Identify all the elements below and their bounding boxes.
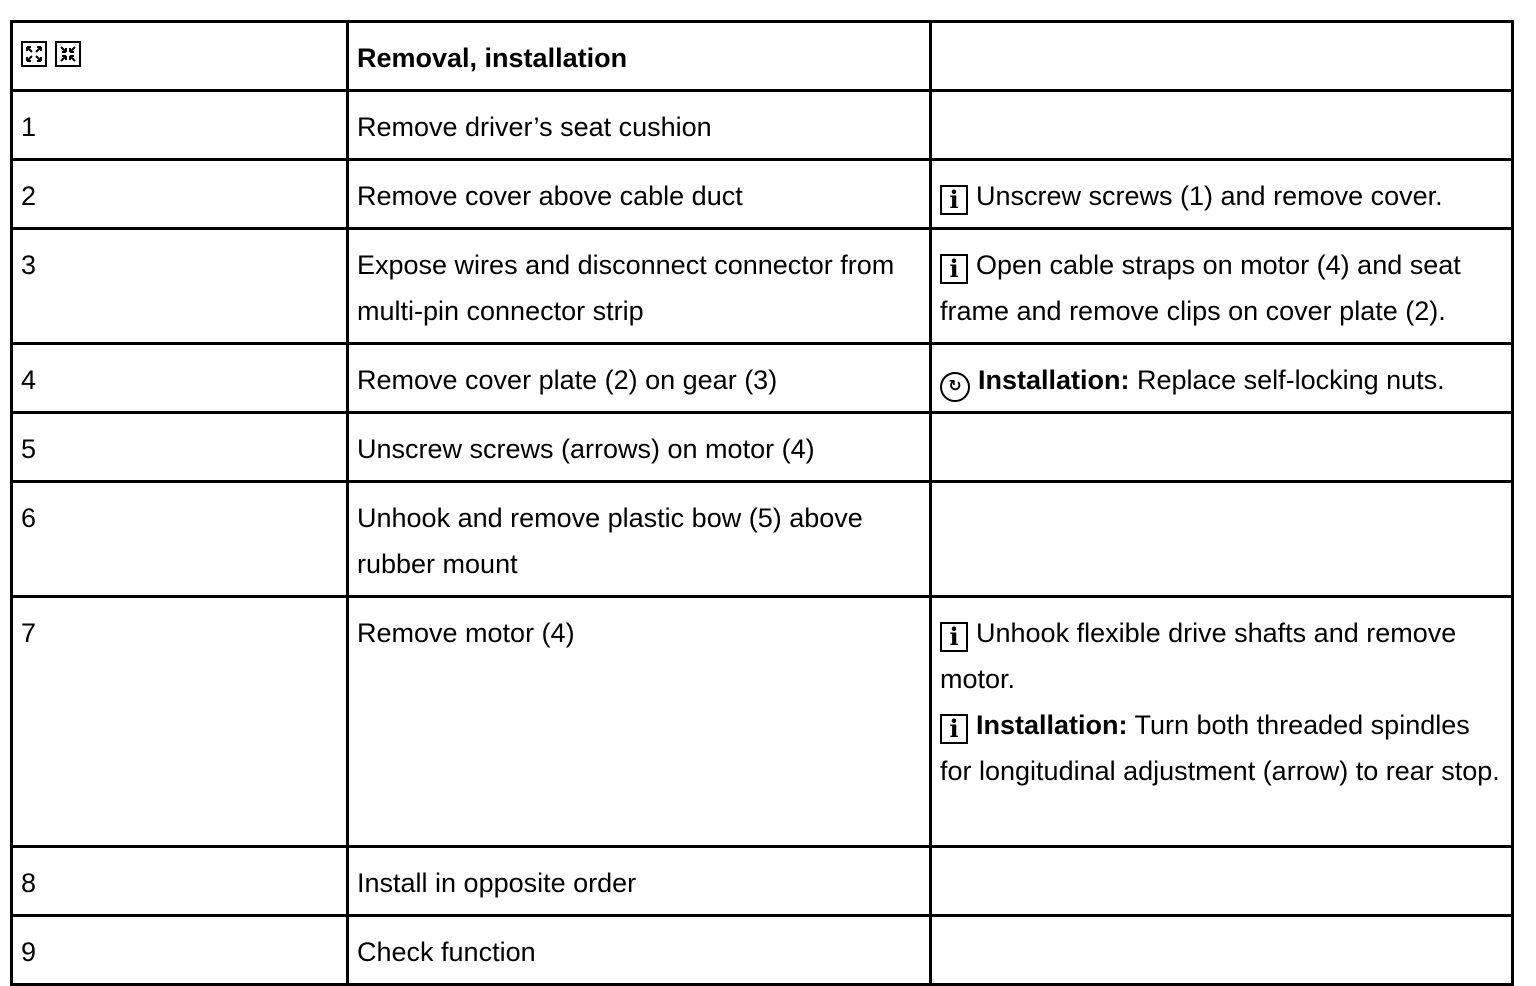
step-note: [931, 916, 1513, 985]
info-icon: i: [940, 185, 968, 215]
step-number: 4: [12, 344, 348, 413]
step-number: 9: [12, 916, 348, 985]
note-line: [940, 610, 1503, 702]
step-number: 5: [12, 413, 348, 482]
table-row: [12, 413, 1513, 482]
note-lead: Installation:: [978, 365, 1130, 395]
step-number: 8: [12, 847, 348, 916]
note-text: Unscrew screws (1) and remove cover.: [976, 181, 1443, 211]
step-description: Unhook and remove plastic bow (5) above rubber mount: [348, 482, 931, 597]
table-row: [12, 916, 1513, 985]
step-note: [931, 344, 1513, 413]
step-note: [931, 597, 1513, 847]
step-note: [931, 482, 1513, 597]
table-row: [12, 482, 1513, 597]
table-row: [12, 597, 1513, 847]
table-row: [12, 847, 1513, 916]
info-icon: i: [940, 714, 968, 744]
step-description: Check function: [348, 916, 931, 985]
removal-icon: [21, 41, 47, 67]
torque-icon: ↻: [940, 372, 970, 402]
step-description: Expose wires and disconnect connector from multi-pin connector strip: [348, 229, 931, 344]
step-description: Remove motor (4): [348, 597, 931, 847]
header-icons-cell: [12, 22, 348, 91]
step-description: Remove cover plate (2) on gear (3): [348, 344, 931, 413]
note-text: Replace self-locking nuts.: [1129, 365, 1445, 395]
header-icons: [21, 41, 81, 67]
installation-icon: [55, 41, 81, 67]
note-lead: Installation:: [976, 710, 1128, 740]
table-row: [12, 229, 1513, 344]
info-icon: i: [940, 622, 968, 652]
step-note: [931, 160, 1513, 229]
step-description: Remove cover above cable duct: [348, 160, 931, 229]
info-icon: i: [940, 254, 968, 284]
step-note: [931, 91, 1513, 160]
table-row: [12, 91, 1513, 160]
header-note: [931, 22, 1513, 91]
step-description: Unscrew screws (arrows) on motor (4): [348, 413, 931, 482]
note-line: [940, 173, 1503, 219]
step-number: 3: [12, 229, 348, 344]
step-note: [931, 229, 1513, 344]
step-description: Install in opposite order: [348, 847, 931, 916]
procedure-table: [10, 20, 1514, 986]
step-number: 6: [12, 482, 348, 597]
note-line: [940, 242, 1503, 334]
step-number: 2: [12, 160, 348, 229]
note-text: Turn both threaded spindles for longitudinal adjustment (arrow) to rear stop.: [940, 710, 1500, 786]
note-text: Unhook flexible drive shafts and remove motor.: [940, 618, 1457, 694]
header-title: Removal, installation: [348, 22, 931, 91]
step-note: [931, 413, 1513, 482]
table-row: [12, 160, 1513, 229]
table-row: [12, 344, 1513, 413]
step-description: Remove driver’s seat cushion: [348, 91, 931, 160]
note-text: Open cable straps on motor (4) and seat frame and remove clips on cover plate (2).: [940, 250, 1461, 326]
step-number: 1: [12, 91, 348, 160]
note-line: [940, 702, 1503, 794]
step-number: 7: [12, 597, 348, 847]
table-header-row: [12, 22, 1513, 91]
note-line: [940, 357, 1503, 403]
step-note: [931, 847, 1513, 916]
